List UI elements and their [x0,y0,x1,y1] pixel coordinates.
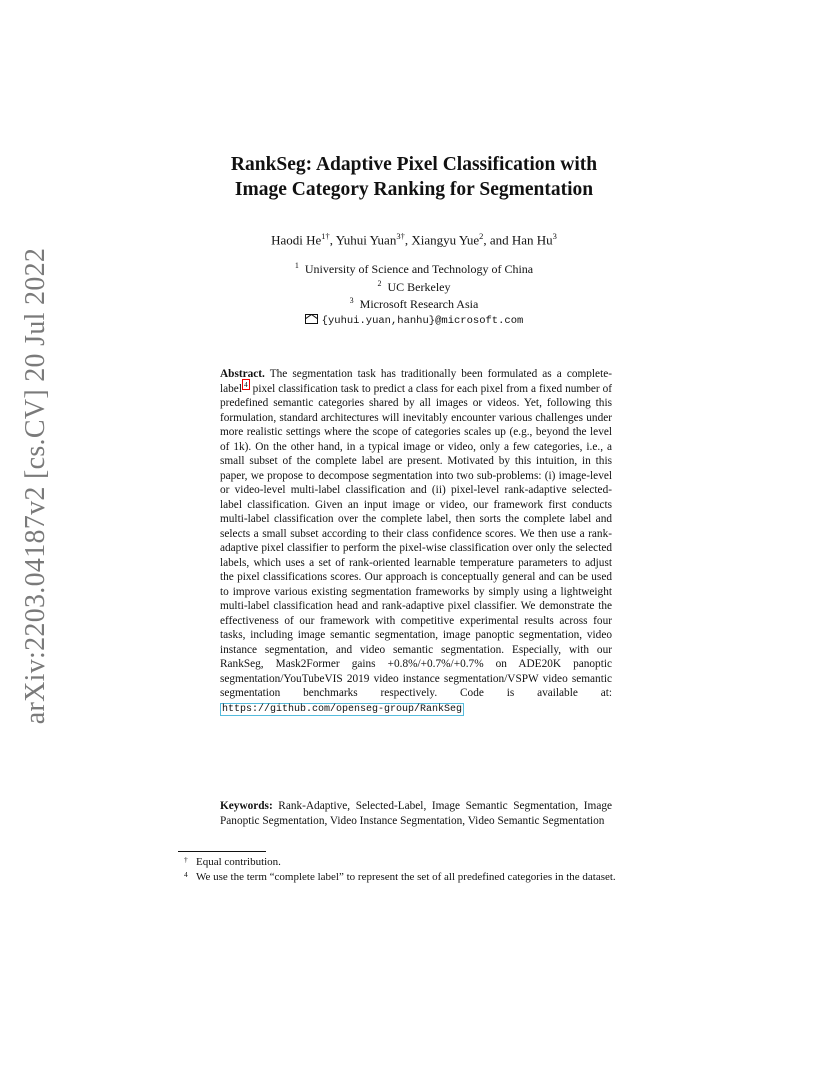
arxiv-id: arXiv:2203.04187v2 [cs.CV] 20 Jul 2022 [20,247,51,725]
arxiv-sidebar [14,247,58,725]
footnote-divider [178,851,266,852]
keywords-label: Keywords: [220,800,273,812]
affiliation [150,259,678,277]
footnote-text: Equal contribution. [196,856,281,868]
author-affil-mark: 3† [396,231,405,241]
footnote-text: We use the term “complete label” to represent the set of all predefined categories in the dataset. [196,870,616,883]
author-affil-mark: 3 [552,231,557,241]
affiliation [150,294,678,312]
author-affil-mark: 1† [321,231,330,241]
author-name: Yuhui Yuan [335,232,397,248]
affiliation-mark: 3 [349,296,354,305]
footnote-mark: † [184,855,188,864]
keywords-text: Rank-Adaptive, Selected-Label, Image Semantic Segmentation, Image Panoptic Segmentation, Video Instance Segmentation, Video Semantic Segmentation [220,800,612,827]
paper-title [160,152,668,202]
footnote [178,855,656,870]
author-separator: , [329,232,336,248]
affiliation-name: University of Science and Technology of China [304,262,534,276]
abstract [220,367,612,717]
author-list [150,231,678,248]
author-affil-mark: 2 [479,231,484,241]
author-separator: , and [483,232,512,248]
affiliation-mark: 2 [377,278,382,288]
affiliation-name: UC Berkeley [387,279,451,294]
footnote-link[interactable]: 4 [243,379,248,389]
envelope-icon [305,314,318,324]
footnote-mark: 4 [184,869,188,879]
abstract-label: Abstract. [220,368,265,380]
author-name: Xiangyu Yue [411,232,480,248]
footnote [178,870,656,885]
abstract-text: pixel classification task to predict a class for each pixel from a fixed number of predefined semantic categories shared by all images or videos. Yet, following this formulation, standard architectures will inevitably encounter various challenges under more realistic settings where the scope of categories scales up (e.g., beyond the level of 1k). On the other hand, in a typical image or video, only a few categories, i.e., a small subset of the complete label are present. Motivated by this intuition, in this paper, we propose to decompose segmentation into two sub-problems: (i) image-level or video-level multi-label classification and (ii) pixel-level rank-adaptive selected-label classification. Given an input image or video, our framework first conducts multi-label classification over the complete label, then sorts the complete label and selects a small subset according to their class confidence scores. We then use a rank-adaptive pixel classifier to perform the pixel-wise classification over only the selected labels, which uses a set of rank-oriented learnable temperature parameters to adjust the pixel classifications scores. Our approach is conceptually general and can be used to improve various existing segmentation frameworks by simply using a lightweight multi-label classification head and rank-adaptive pixel classifier. We demonstrate the effectiveness of our framework with competitive experimental results across four tasks, including image semantic segmentation, image panoptic segmentation, video instance segmentation, and video semantic segmentation. Especially, with our RankSeg, Mask2Former gains +0.8%/+0.7%/+0.7% on ADE20K panoptic segmentation/YouTubeVIS 2019 video instance segmentation/VSPW video semantic segmentation benchmarks respectively. Code is available at: [220,382,612,699]
affiliation-name: Microsoft Research Asia [359,297,479,311]
code-repo-link[interactable]: https://github.com/openseg-group/RankSeg [222,703,463,715]
footnotes [178,855,656,884]
affiliation-mark: 1 [294,261,299,270]
affiliation [150,277,678,295]
author-name: Han Hu [511,232,553,248]
author-name: Haodi He [271,232,322,248]
abstract-text-start: The segmentation task has traditionally been formulated as a complete-label [220,368,612,395]
title-line-2: Image Category Ranking for Segmentation [234,179,594,200]
author-separator: , [404,232,412,248]
title-line-1: RankSeg: Adaptive Pixel Classification with [230,154,598,175]
affiliations [150,259,678,328]
contact-email [150,312,678,329]
keywords [220,799,612,828]
email-address[interactable]: {yuhui.yuan,hanhu}@microsoft.com [321,314,524,327]
